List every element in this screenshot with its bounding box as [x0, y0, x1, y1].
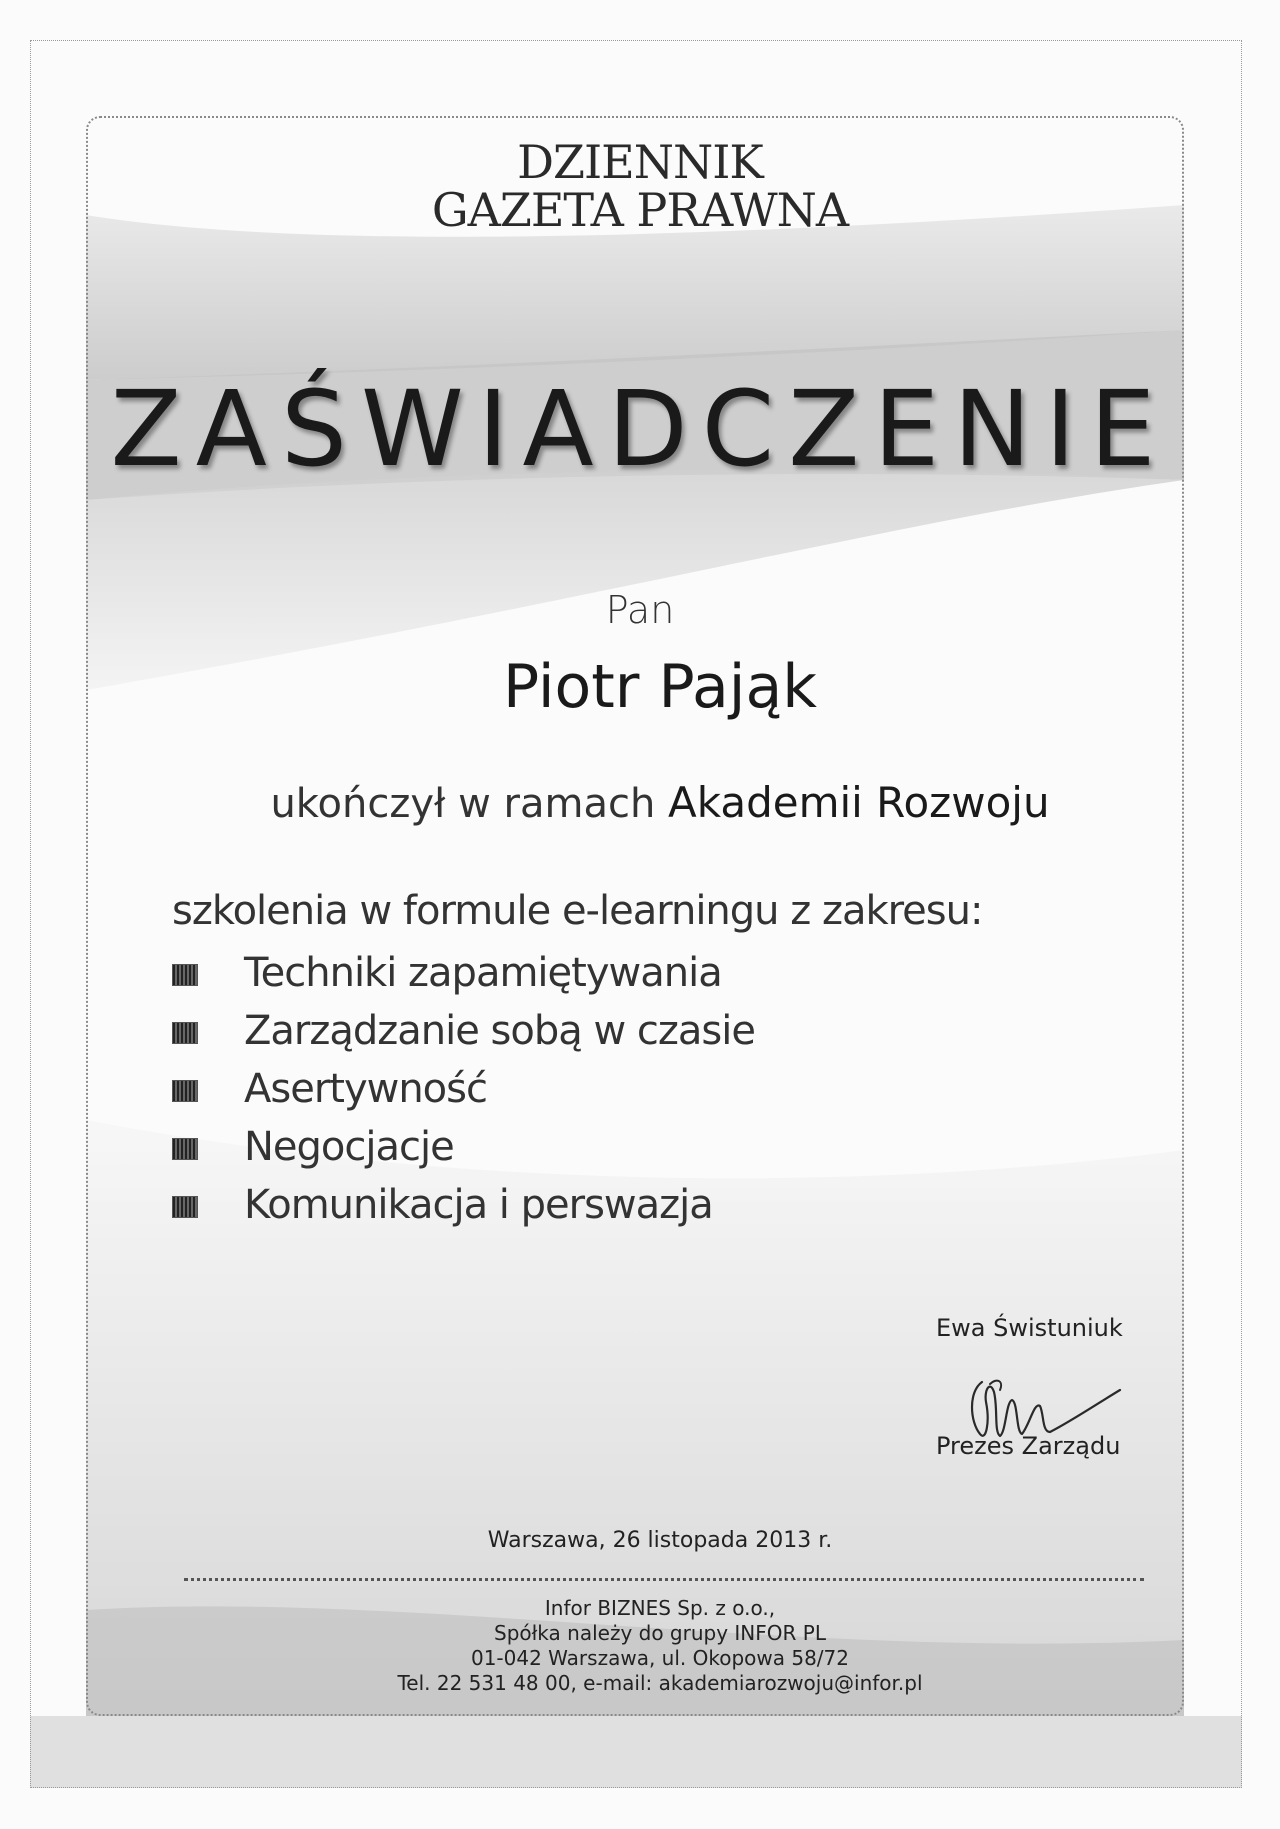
- square-bullet-icon: [172, 1022, 198, 1044]
- logo-line-1: DZIENNIK: [517, 135, 763, 189]
- place-and-date: Warszawa, 26 listopada 2013 r.: [487, 1528, 833, 1553]
- topic-list: [172, 944, 755, 1234]
- salutation: Pan: [605, 588, 675, 632]
- list-item: [172, 1002, 755, 1060]
- square-bullet-icon: [172, 1138, 198, 1160]
- signatory-role: Prezes Zarządu: [936, 1432, 1121, 1460]
- square-bullet-icon: [172, 1196, 198, 1218]
- issuer-footer: [0, 1596, 1280, 1696]
- footer-company: Infor BIZNES Sp. z o.o.,: [544, 1596, 776, 1620]
- topic-label: Zarządzanie sobą w czasie: [244, 1008, 755, 1054]
- training-lead-text: szkolenia w formule e-learningu z zakresu:: [172, 888, 983, 934]
- publisher-logo: [0, 135, 1280, 237]
- topic-label: Asertywność: [244, 1066, 487, 1112]
- topic-label: Negocjacje: [244, 1124, 454, 1170]
- list-item: [172, 944, 755, 1002]
- dotted-divider: [184, 1578, 1144, 1581]
- square-bullet-icon: [172, 964, 198, 986]
- footer-address: 01-042 Warszawa, ul. Okopowa 58/72: [470, 1646, 849, 1670]
- footer-group: Spółka należy do grupy INFOR PL: [494, 1621, 826, 1645]
- completion-statement: [0, 778, 1280, 827]
- certificate-title: ZAŚWIADCZENIE: [110, 368, 1170, 490]
- footer-contact: Tel. 22 531 48 00, e-mail: akademiarozwoju@infor.pl: [397, 1671, 923, 1695]
- completion-prefix: ukończył w ramach: [270, 781, 656, 827]
- list-item: [172, 1176, 755, 1234]
- logo-line-2: GAZETA PRAWNA: [431, 183, 849, 237]
- square-bullet-icon: [172, 1080, 198, 1102]
- recipient-name: Piotr Pająk: [503, 652, 817, 722]
- list-item: [172, 1118, 755, 1176]
- topic-label: Techniki zapamiętywania: [244, 950, 722, 996]
- list-item: [172, 1060, 755, 1118]
- program-name: Akademii Rozwoju: [668, 778, 1050, 827]
- signatory-name: Ewa Świstuniuk: [936, 1314, 1123, 1342]
- topic-label: Komunikacja i perswazja: [244, 1182, 713, 1228]
